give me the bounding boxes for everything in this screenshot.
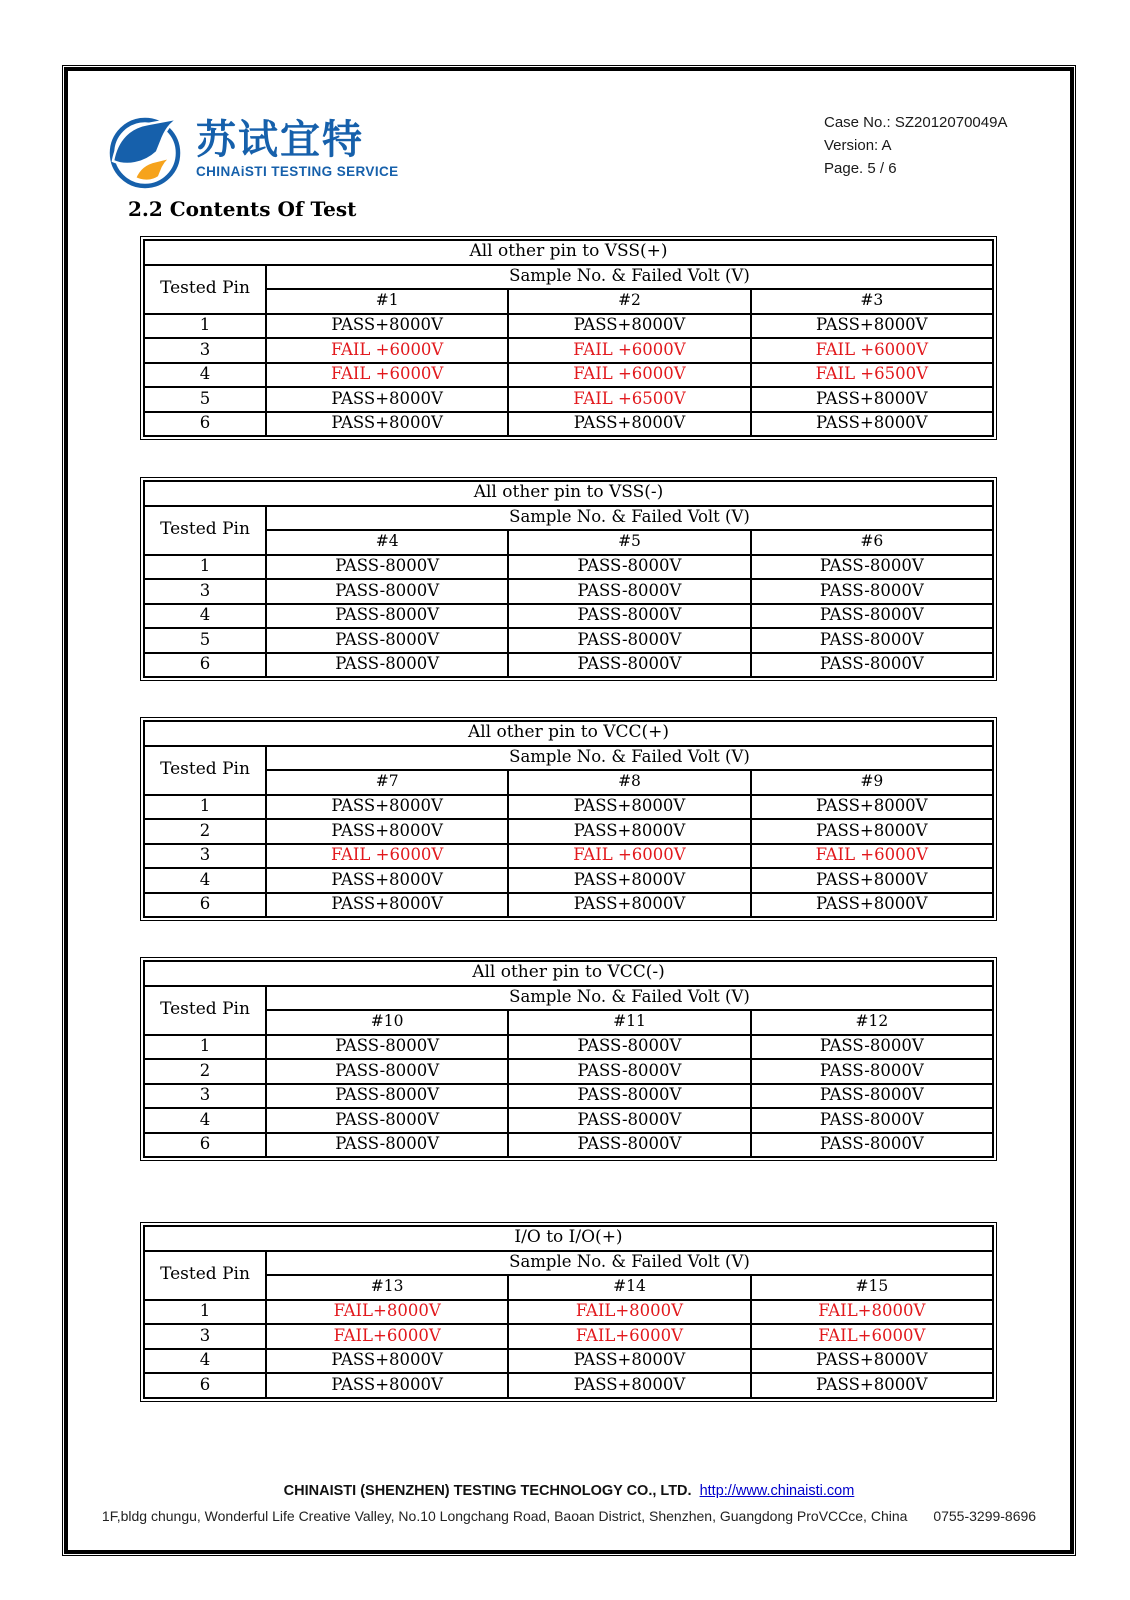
tested-pin-value: 3 [144,579,266,604]
footer-phone: 0755-3299-8696 [933,1508,1037,1524]
test-result-cell: PASS+8000V [266,1349,508,1374]
test-result-cell: PASS-8000V [751,1133,993,1158]
table-row [144,363,993,388]
tested-pin-value: 6 [144,412,266,437]
table-title: I/O to I/O(+) [144,1226,993,1251]
test-result-cell: PASS-8000V [508,604,750,629]
test-result-cell: PASS+8000V [751,819,993,844]
tested-pin-header: Tested Pin [144,506,266,555]
test-result-cell: PASS+8000V [266,412,508,437]
test-result-cell: PASS-8000V [751,1035,993,1060]
tested-pin-value: 3 [144,1324,266,1349]
test-result-cell: PASS+8000V [508,795,750,820]
company-logo [108,111,399,191]
test-result-cell: PASS+8000V [266,314,508,339]
sample-header: Sample No. & Failed Volt (V) [266,265,993,290]
table-row [144,1349,993,1374]
table-row [144,1324,993,1349]
test-result-cell: PASS-8000V [508,1035,750,1060]
table-row [144,1373,993,1398]
test-result-cell: PASS-8000V [751,579,993,604]
test-table-5 [140,1222,997,1402]
test-result-cell: PASS+8000V [508,819,750,844]
test-result-cell: PASS-8000V [751,1108,993,1133]
test-result-cell: PASS-8000V [266,1084,508,1109]
test-result-cell: FAIL +6000V [508,844,750,869]
test-result-cell: PASS-8000V [508,1059,750,1084]
table-row [144,653,993,678]
sample-number-header: #9 [751,770,993,795]
test-result-cell: PASS+8000V [266,819,508,844]
page-frame [64,67,1074,1554]
test-result-cell: PASS+8000V [266,868,508,893]
test-result-cell: PASS+8000V [508,412,750,437]
tested-pin-value: 2 [144,1059,266,1084]
test-result-cell: PASS+8000V [751,387,993,412]
test-result-cell: FAIL +6500V [751,363,993,388]
table-row [144,579,993,604]
logo-swoosh-icon [108,111,188,191]
table-row [144,1108,993,1133]
tested-pin-value: 4 [144,604,266,629]
sample-number-header: #15 [751,1275,993,1300]
tested-pin-value: 3 [144,844,266,869]
page-footer [68,1483,1070,1524]
sample-number-header: #2 [508,289,750,314]
test-result-cell: PASS-8000V [508,1133,750,1158]
test-table-grid [143,480,994,678]
tested-pin-value: 3 [144,338,266,363]
test-result-cell: PASS+8000V [751,795,993,820]
test-table-grid [143,960,994,1158]
test-result-cell: FAIL+6000V [266,1324,508,1349]
test-result-cell: PASS-8000V [508,1084,750,1109]
test-result-cell: FAIL+6000V [508,1324,750,1349]
test-result-cell: PASS-8000V [751,1059,993,1084]
tested-pin-value: 3 [144,1084,266,1109]
test-result-cell: PASS+8000V [266,893,508,918]
tested-pin-value: 6 [144,893,266,918]
document-meta [824,111,1007,180]
section-title: 2.2 Contents Of Test [128,197,357,221]
sample-number-header: #8 [508,770,750,795]
test-result-cell: PASS-8000V [751,604,993,629]
test-table-2 [140,477,997,681]
tested-pin-value: 6 [144,653,266,678]
test-result-cell: PASS-8000V [508,555,750,580]
footer-company-name: CHINAISTI (SHENZHEN) TESTING TECHNOLOGY CO., LTD. [283,1483,692,1499]
table-row [144,819,993,844]
sample-number-header: #10 [266,1010,508,1035]
sample-header: Sample No. & Failed Volt (V) [266,746,993,771]
tested-pin-header: Tested Pin [144,746,266,795]
test-result-cell: PASS-8000V [751,555,993,580]
table-row [144,555,993,580]
test-result-cell: PASS-8000V [751,653,993,678]
test-result-cell: PASS-8000V [266,555,508,580]
table-row [144,338,993,363]
test-result-cell: PASS+8000V [751,868,993,893]
test-result-cell: PASS-8000V [266,1059,508,1084]
footer-address: 1F,bldg chungu, Wonderful Life Creative Valley, No.10 Longchang Road, Baoan District, Shenzhen, Guangdong ProVCCce, China [101,1508,908,1524]
test-result-cell: PASS-8000V [266,1108,508,1133]
test-result-cell: PASS-8000V [266,653,508,678]
test-result-cell: PASS+8000V [751,893,993,918]
test-result-cell: PASS-8000V [751,628,993,653]
tested-pin-value: 6 [144,1373,266,1398]
test-result-cell: FAIL +6500V [508,387,750,412]
tested-pin-value: 4 [144,868,266,893]
sample-header: Sample No. & Failed Volt (V) [266,986,993,1011]
test-result-cell: PASS-8000V [266,604,508,629]
table-row [144,1035,993,1060]
sample-number-header: #14 [508,1275,750,1300]
test-result-cell: PASS+8000V [508,1373,750,1398]
test-result-cell: FAIL +6000V [508,338,750,363]
table-row [144,893,993,918]
test-result-cell: PASS+8000V [751,1349,993,1374]
table-row [144,387,993,412]
test-table-grid [143,1225,994,1399]
sample-number-header: #11 [508,1010,750,1035]
sample-number-header: #12 [751,1010,993,1035]
tested-pin-value: 1 [144,314,266,339]
test-result-cell: PASS+8000V [266,795,508,820]
test-result-cell: FAIL +6000V [266,338,508,363]
test-result-cell: PASS-8000V [508,653,750,678]
sample-header: Sample No. & Failed Volt (V) [266,1251,993,1276]
test-result-cell: FAIL +6000V [508,363,750,388]
test-result-cell: FAIL+8000V [508,1300,750,1325]
table-row [144,604,993,629]
table-row [144,412,993,437]
table-row [144,844,993,869]
test-result-cell: PASS+8000V [508,868,750,893]
sample-number-header: #1 [266,289,508,314]
test-result-cell: PASS-8000V [266,1133,508,1158]
footer-address-line [68,1508,1070,1524]
page-number: Page. 5 / 6 [824,160,897,177]
test-result-cell: PASS-8000V [508,1108,750,1133]
test-result-cell: PASS-8000V [508,628,750,653]
tested-pin-value: 1 [144,555,266,580]
tested-pin-header: Tested Pin [144,265,266,314]
sample-header: Sample No. & Failed Volt (V) [266,506,993,531]
test-table-grid [143,720,994,918]
table-row [144,868,993,893]
test-result-cell: PASS+8000V [266,1373,508,1398]
table-row [144,795,993,820]
page-border [62,65,1076,1556]
table-row [144,314,993,339]
logo-chinese-name: 苏试宜特 [196,117,364,163]
tested-pin-value: 5 [144,628,266,653]
sample-number-header: #5 [508,530,750,555]
sample-number-header: #13 [266,1275,508,1300]
table-row [144,1084,993,1109]
table-title: All other pin to VCC(-) [144,961,993,986]
tested-pin-value: 1 [144,1035,266,1060]
tested-pin-value: 4 [144,363,266,388]
footer-company-line [68,1483,1070,1499]
test-result-cell: PASS-8000V [266,1035,508,1060]
test-result-cell: PASS-8000V [751,1084,993,1109]
table-row [144,1133,993,1158]
tested-pin-header: Tested Pin [144,986,266,1035]
sample-number-header: #4 [266,530,508,555]
test-result-cell: PASS+8000V [751,314,993,339]
tested-pin-value: 1 [144,795,266,820]
test-table-4 [140,957,997,1161]
test-result-cell: PASS+8000V [266,387,508,412]
tested-pin-value: 4 [144,1108,266,1133]
sample-number-header: #3 [751,289,993,314]
test-result-cell: FAIL +6000V [751,338,993,363]
sample-number-header: #6 [751,530,993,555]
footer-website-link[interactable]: http://www.chinaisti.com [699,1483,855,1499]
case-number: Case No.: SZ2012070049A [824,114,1008,131]
test-result-cell: FAIL+8000V [751,1300,993,1325]
logo-english-name: CHINAiSTI TESTING SERVICE [196,164,399,179]
table-row [144,628,993,653]
test-result-cell: PASS+8000V [508,893,750,918]
tested-pin-header: Tested Pin [144,1251,266,1300]
tested-pin-value: 5 [144,387,266,412]
test-result-cell: PASS+8000V [751,412,993,437]
test-result-cell: PASS+8000V [751,1373,993,1398]
test-table-grid [143,239,994,437]
test-result-cell: FAIL+8000V [266,1300,508,1325]
test-result-cell: FAIL +6000V [266,363,508,388]
logo-text [196,111,399,179]
test-result-cell: PASS-8000V [266,579,508,604]
test-result-cell: FAIL +6000V [266,844,508,869]
table-row [144,1300,993,1325]
test-result-cell: PASS-8000V [266,628,508,653]
tested-pin-value: 4 [144,1349,266,1374]
table-title: All other pin to VSS(-) [144,481,993,506]
table-row [144,1059,993,1084]
tested-pin-value: 6 [144,1133,266,1158]
tested-pin-value: 1 [144,1300,266,1325]
test-table-3 [140,717,997,921]
test-table-1 [140,236,997,440]
tested-pin-value: 2 [144,819,266,844]
test-result-cell: PASS+8000V [508,1349,750,1374]
test-result-cell: PASS-8000V [508,579,750,604]
table-title: All other pin to VCC(+) [144,721,993,746]
test-result-cell: FAIL +6000V [751,844,993,869]
table-title: All other pin to VSS(+) [144,240,993,265]
version-label: Version: A [824,137,892,154]
test-result-cell: FAIL+6000V [751,1324,993,1349]
sample-number-header: #7 [266,770,508,795]
test-result-cell: PASS+8000V [508,314,750,339]
